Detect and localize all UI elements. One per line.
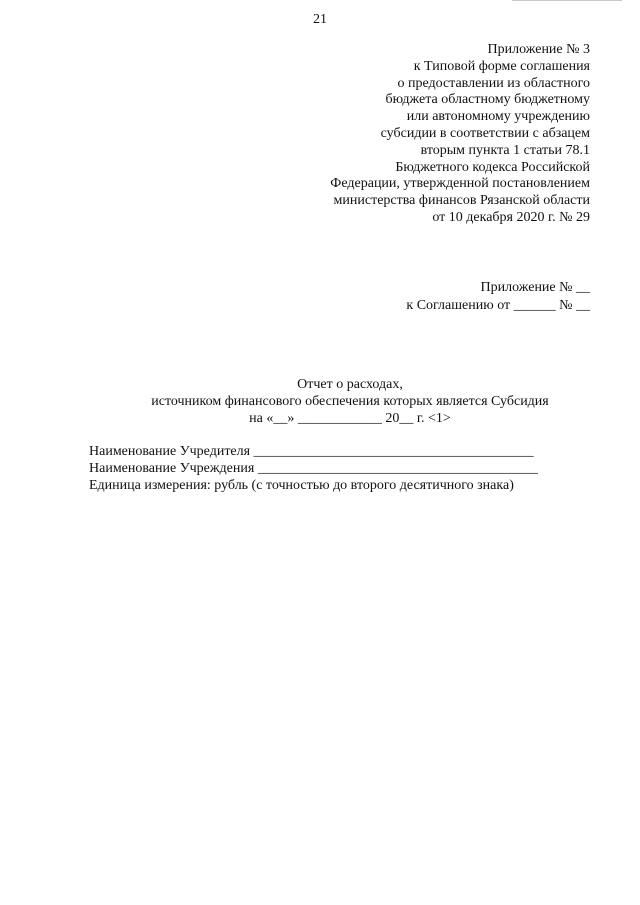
annex-line: Приложение № 3 — [487, 42, 590, 57]
annex-line: от 10 декабря 2020 г. № 29 — [432, 209, 590, 225]
report-title-line: источником финансового обеспечения которых является Субсидия — [151, 393, 549, 409]
annex-reference-block — [250, 42, 590, 227]
report-fields — [89, 444, 589, 494]
page-number: 21 — [313, 12, 327, 27]
agreement-reference-block — [290, 279, 590, 315]
annex-line: вторым пункта 1 статьи 78.1 — [420, 142, 590, 158]
report-title-line: Отчет о расходах, — [297, 377, 403, 392]
annex-line: субсидии в соответствии с абзацем — [380, 125, 590, 141]
annex-line: или автономному учреждению — [406, 109, 590, 125]
agreement-date-number: к Соглашению от ______ № __ — [406, 298, 590, 313]
agreement-annex-number: Приложение № __ — [480, 280, 590, 295]
annex-line: о предоставлении из областного — [397, 75, 590, 91]
annex-line: к Типовой форме соглашения — [413, 58, 590, 74]
annex-line: бюджета областному бюджетному — [385, 92, 590, 108]
top-edge-rule — [512, 0, 622, 1]
annex-line: министерства финансов Рязанской области — [333, 193, 590, 209]
measurement-unit-field: Единица измерения: рубль (с точностью до второго десятичного знака) — [89, 477, 514, 493]
institution-name-field: Наименование Учреждения ________________________________________ — [89, 460, 538, 476]
annex-line: Федерации, утвержденной постановлением — [330, 176, 590, 192]
report-title — [40, 377, 640, 427]
annex-line: Бюджетного кодекса Российской — [395, 159, 590, 175]
report-date-line: на «__» ____________ 20__ г. <1> — [249, 410, 451, 426]
founder-name-field: Наименование Учредителя ________________________________________ — [89, 444, 534, 459]
